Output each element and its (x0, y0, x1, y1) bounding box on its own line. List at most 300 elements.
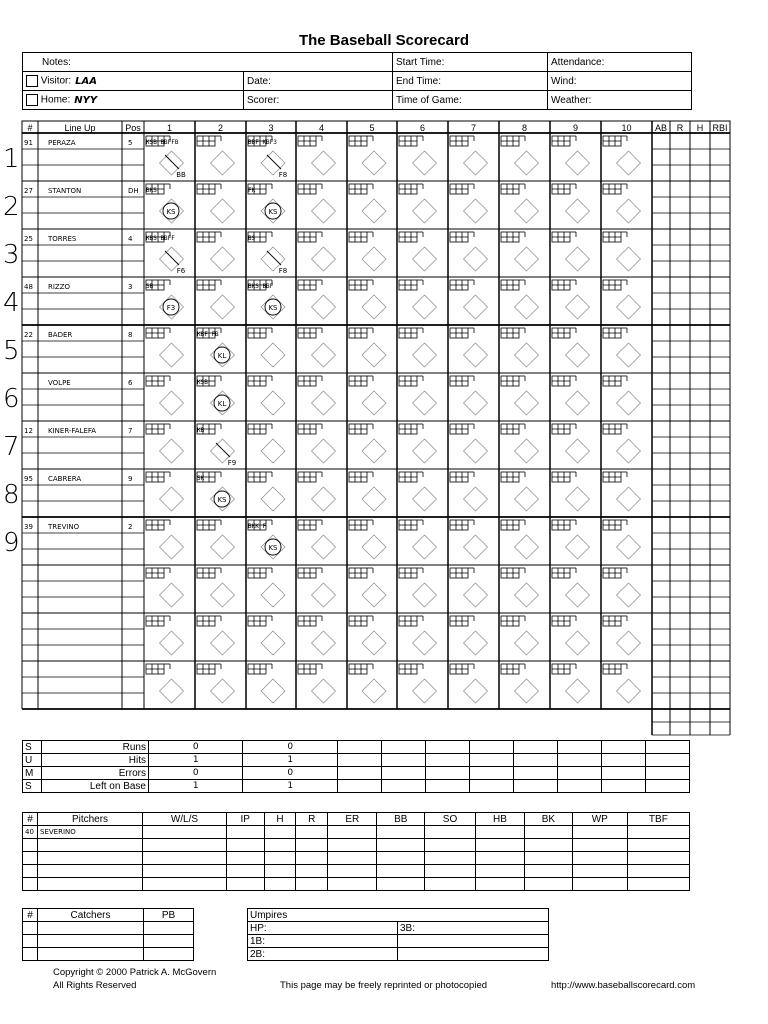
at-bat-cell[interactable] (450, 232, 488, 271)
summary-cell[interactable] (425, 754, 469, 767)
weather-field[interactable]: Weather: (548, 91, 692, 110)
column-header: 10 (621, 123, 632, 133)
at-bat-cell[interactable] (450, 328, 488, 367)
at-bat-cell[interactable] (298, 328, 336, 367)
at-bat-cell[interactable] (552, 184, 590, 223)
pitchers-table (22, 812, 690, 891)
at-bat-cell[interactable] (298, 520, 336, 559)
catchers-cell[interactable] (144, 948, 194, 961)
at-bat-cell[interactable] (349, 568, 386, 607)
pitchers-cell[interactable] (226, 852, 264, 865)
pitchers-cell[interactable] (525, 852, 573, 865)
summary-cell[interactable] (425, 767, 469, 780)
catchers-cell[interactable] (38, 935, 144, 948)
pitchers-cell[interactable] (264, 865, 296, 878)
website-link[interactable]: http://www.baseballscorecard.com (551, 980, 696, 991)
at-bat-cell[interactable] (349, 280, 386, 319)
at-bat-cell[interactable] (349, 376, 386, 415)
pitchers-cell[interactable] (23, 878, 38, 891)
batting-order-number: 7 (3, 432, 20, 462)
at-bat-cell[interactable] (603, 376, 641, 415)
column-header: RBI (712, 123, 728, 133)
summary-cell[interactable]: 0 (149, 767, 243, 780)
at-bat-cell[interactable] (450, 520, 488, 559)
pitchers-header: HB (475, 813, 524, 826)
pitchers-cell[interactable] (226, 865, 264, 878)
at-bat-cell[interactable] (197, 280, 235, 319)
pitchers-cell[interactable] (475, 878, 524, 891)
at-bat-cell[interactable] (552, 328, 590, 367)
summary-cell[interactable]: 0 (149, 741, 243, 754)
pitchers-header: ER (328, 813, 377, 826)
pitchers-cell[interactable] (627, 852, 689, 865)
at-bat-cell[interactable] (603, 280, 641, 319)
at-bat-cell[interactable] (197, 616, 235, 655)
summary-cell[interactable] (601, 767, 645, 780)
play-result: F3 (166, 304, 176, 312)
pitchers-cell[interactable] (377, 852, 425, 865)
catchers-cell[interactable] (144, 935, 194, 948)
pitchers-cell[interactable] (328, 878, 377, 891)
at-bat-cell[interactable] (603, 184, 641, 223)
base-diamond (261, 343, 285, 367)
batting-order-number: 2 (3, 192, 20, 222)
at-bat-cell[interactable] (552, 472, 590, 511)
at-bat-cell[interactable] (552, 568, 590, 607)
pitchers-cell[interactable] (38, 865, 143, 878)
pitchers-cell[interactable]: 40 (23, 826, 38, 839)
at-bat-cell[interactable] (349, 424, 386, 463)
pitchers-cell[interactable] (296, 852, 328, 865)
at-bat-cell[interactable] (349, 184, 386, 223)
at-bat-cell[interactable] (349, 232, 386, 271)
at-bat-cell[interactable] (399, 232, 437, 271)
base-diamond (312, 199, 336, 223)
umpires-title: Umpires (248, 909, 549, 922)
summary-cell[interactable] (645, 780, 689, 793)
batter-name: STANTON (48, 187, 82, 195)
batter-number: 39 (24, 523, 33, 531)
summary-cell[interactable]: 0 (243, 767, 337, 780)
at-bat-cell[interactable] (552, 280, 590, 319)
at-bat-cell[interactable] (349, 136, 386, 175)
at-bat-cell[interactable] (197, 664, 235, 703)
summary-cell[interactable]: 1 (149, 780, 243, 793)
scorer-field[interactable]: Scorer: (244, 91, 393, 110)
at-bat-cell[interactable] (450, 472, 488, 511)
at-bat-cell[interactable] (298, 664, 336, 703)
play-result: KS (268, 544, 278, 552)
base-diamond (617, 391, 641, 415)
summary-cell[interactable]: 0 (243, 741, 337, 754)
summary-cell[interactable] (337, 741, 381, 754)
base-diamond (515, 199, 539, 223)
at-bat-cell[interactable] (450, 280, 488, 319)
batter-position: 5 (128, 139, 133, 147)
pitchers-cell[interactable] (475, 826, 524, 839)
base-diamond (362, 295, 386, 319)
at-bat-cell[interactable] (146, 520, 184, 559)
pitchers-cell[interactable] (328, 826, 377, 839)
pitchers-cell[interactable] (572, 878, 627, 891)
umpire-hp[interactable]: HP: (248, 922, 398, 935)
at-bat-cell[interactable] (501, 520, 539, 559)
at-bat-cell[interactable] (603, 568, 641, 607)
pitchers-cell[interactable] (296, 865, 328, 878)
pitchers-cell[interactable] (627, 839, 689, 852)
date-field[interactable]: Date: (244, 72, 393, 91)
at-bat-cell[interactable] (450, 184, 488, 223)
at-bat-cell[interactable] (197, 232, 235, 271)
batter-position: 9 (128, 475, 133, 483)
home-field[interactable]: Home: NYY (23, 91, 244, 110)
at-bat-cell[interactable] (501, 424, 539, 463)
at-bat-cell[interactable] (603, 232, 641, 271)
column-header: 3 (268, 123, 274, 133)
column-header: H (696, 123, 704, 133)
at-bat-cell[interactable] (450, 616, 488, 655)
at-bat-cell[interactable] (501, 568, 539, 607)
wind-field[interactable]: Wind: (548, 72, 692, 91)
base-diamond (617, 295, 641, 319)
notes-field[interactable]: Notes: (23, 53, 393, 72)
at-bat-cell[interactable] (248, 472, 285, 511)
pitchers-cell[interactable] (627, 878, 689, 891)
summary-cell[interactable] (513, 754, 557, 767)
pitchers-cell[interactable] (425, 852, 476, 865)
pitchers-cell[interactable] (475, 839, 524, 852)
pitchers-cell[interactable] (525, 878, 573, 891)
at-bat-cell[interactable] (603, 520, 641, 559)
summary-cell[interactable] (513, 767, 557, 780)
summary-label: Left on Base (42, 780, 149, 793)
base-diamond (413, 295, 437, 319)
at-bat-cell[interactable] (501, 376, 539, 415)
at-bat-cell[interactable] (399, 568, 437, 607)
batter-position: 7 (128, 427, 133, 435)
summary-cell[interactable] (601, 780, 645, 793)
summary-cell[interactable] (513, 741, 557, 754)
at-bat-cell[interactable] (298, 280, 336, 319)
at-bat-cell[interactable] (399, 664, 437, 703)
pitchers-cell[interactable] (525, 826, 573, 839)
at-bat-cell[interactable] (298, 232, 336, 271)
pitchers-cell[interactable] (38, 839, 143, 852)
at-bat-cell[interactable] (298, 616, 336, 655)
catchers-header: Catchers (38, 909, 144, 922)
summary-cell[interactable] (337, 780, 381, 793)
at-bat-cell[interactable] (146, 376, 184, 415)
summary-table (22, 740, 690, 793)
at-bat-cell[interactable] (248, 376, 285, 415)
base-diamond (312, 343, 336, 367)
at-bat-cell[interactable] (603, 664, 641, 703)
column-header: AB (654, 123, 668, 133)
at-bat-cell[interactable] (501, 616, 539, 655)
summary-cell[interactable] (469, 767, 513, 780)
pitchers-cell[interactable] (425, 839, 476, 852)
at-bat-cell[interactable] (248, 616, 285, 655)
at-bat-cell[interactable] (197, 136, 235, 175)
summary-cell[interactable] (557, 754, 601, 767)
column-header: 7 (470, 123, 477, 133)
at-bat-cell[interactable] (501, 472, 539, 511)
at-bat-cell[interactable] (603, 136, 641, 175)
pitchers-cell[interactable] (425, 826, 476, 839)
summary-cell[interactable] (381, 767, 425, 780)
at-bat-cell[interactable] (399, 472, 437, 511)
summary-cell[interactable] (425, 780, 469, 793)
pitchers-cell[interactable] (296, 878, 328, 891)
base-diamond (566, 679, 590, 703)
at-bat-cell[interactable] (248, 424, 285, 463)
base-diamond (464, 295, 488, 319)
base-diamond (566, 199, 590, 223)
at-bat-cell[interactable] (501, 136, 539, 175)
pitchers-cell[interactable] (377, 826, 425, 839)
at-bat-cell[interactable] (399, 136, 437, 175)
umpires-table (247, 908, 549, 961)
base-diamond (160, 487, 184, 511)
at-bat-cell[interactable] (450, 568, 488, 607)
summary-cell[interactable] (645, 754, 689, 767)
at-bat-cell[interactable] (450, 664, 488, 703)
pitchers-cell[interactable] (143, 865, 227, 878)
pitchers-cell[interactable] (377, 878, 425, 891)
pitchers-cell[interactable] (226, 878, 264, 891)
base-diamond (617, 631, 641, 655)
summary-cell[interactable] (601, 741, 645, 754)
at-bat-cell[interactable] (399, 328, 437, 367)
summary-cell[interactable] (469, 754, 513, 767)
at-bat-cell[interactable] (552, 136, 590, 175)
end-time-field[interactable]: End Time: (393, 72, 548, 91)
summary-cell[interactable] (425, 741, 469, 754)
batting-order-number: 4 (3, 288, 20, 318)
at-bat-cell[interactable] (450, 136, 488, 175)
pitchers-cell[interactable] (475, 865, 524, 878)
at-bat-cell[interactable] (298, 136, 336, 175)
pitchers-cell[interactable] (38, 878, 143, 891)
summary-cell[interactable] (381, 780, 425, 793)
umpire-1b[interactable]: 1B: (248, 935, 398, 948)
pitchers-cell[interactable] (264, 878, 296, 891)
at-bat-cell[interactable] (603, 616, 641, 655)
at-bat-cell[interactable] (501, 664, 539, 703)
pitchers-cell[interactable] (143, 852, 227, 865)
at-bat-cell[interactable] (146, 472, 184, 511)
at-bat-cell[interactable] (552, 232, 590, 271)
base-diamond (413, 583, 437, 607)
summary-cell[interactable] (557, 767, 601, 780)
base-diamond (312, 679, 336, 703)
pitchers-cell[interactable] (572, 839, 627, 852)
pitchers-cell[interactable] (328, 839, 377, 852)
at-bat-cell[interactable] (501, 184, 539, 223)
base-diamond (312, 247, 336, 271)
base-diamond (362, 343, 386, 367)
at-bat-cell[interactable] (552, 424, 590, 463)
catchers-table (22, 908, 194, 961)
batting-order-number: 3 (3, 240, 20, 270)
at-bat-cell[interactable] (146, 616, 184, 655)
at-bat-cell[interactable] (248, 664, 285, 703)
at-bat-cell[interactable] (603, 424, 641, 463)
pitchers-cell[interactable] (226, 826, 264, 839)
at-bat-cell[interactable] (450, 424, 488, 463)
base-diamond (211, 535, 235, 559)
summary-side-letter: S (23, 780, 42, 793)
pitchers-cell[interactable] (525, 839, 573, 852)
base-diamond (413, 343, 437, 367)
attendance-field[interactable]: Attendance: (548, 53, 692, 72)
at-bat-cell[interactable] (603, 328, 641, 367)
at-bat-cell[interactable] (399, 280, 437, 319)
column-header: 5 (369, 123, 375, 133)
catchers-cell[interactable] (23, 935, 38, 948)
at-bat-cell[interactable] (552, 664, 590, 703)
at-bat-cell[interactable] (298, 184, 336, 223)
batting-order-number: 9 (3, 528, 20, 558)
pitchers-cell[interactable] (627, 865, 689, 878)
pitchers-cell[interactable] (425, 878, 476, 891)
at-bat-cell[interactable] (349, 328, 386, 367)
pitchers-cell[interactable] (627, 826, 689, 839)
base-diamond (617, 487, 641, 511)
at-bat-cell[interactable] (298, 568, 336, 607)
at-bat-cell[interactable] (450, 376, 488, 415)
pitchers-cell[interactable] (23, 839, 38, 852)
at-bat-cell[interactable] (501, 328, 539, 367)
base-diamond (617, 535, 641, 559)
at-bat-cell[interactable] (603, 472, 641, 511)
at-bat-cell[interactable] (349, 472, 386, 511)
base-diamond (211, 631, 235, 655)
pitchers-cell[interactable] (264, 839, 296, 852)
at-bat-cell[interactable] (349, 520, 386, 559)
summary-cell[interactable] (337, 767, 381, 780)
at-bat-cell[interactable] (248, 328, 285, 367)
summary-cell[interactable] (337, 754, 381, 767)
base-diamond (312, 583, 336, 607)
at-bat-cell[interactable] (146, 664, 184, 703)
pitch-sequence: KSB (197, 379, 208, 386)
pitchers-cell[interactable] (38, 852, 143, 865)
at-bat-cell[interactable] (399, 184, 437, 223)
pitch-sequence: FK (248, 187, 256, 194)
at-bat-cell[interactable] (197, 184, 235, 223)
summary-cell[interactable] (381, 754, 425, 767)
at-bat-cell[interactable] (248, 568, 285, 607)
summary-cell[interactable]: 1 (243, 754, 337, 767)
summary-cell[interactable] (645, 767, 689, 780)
umpire-3b[interactable]: 3B: (398, 922, 549, 935)
summary-cell[interactable] (645, 741, 689, 754)
batter-name: PERAZA (48, 139, 76, 147)
at-bat-cell[interactable] (399, 376, 437, 415)
at-bat-cell[interactable] (399, 424, 437, 463)
pitchers-cell[interactable] (23, 865, 38, 878)
pitchers-cell[interactable] (328, 852, 377, 865)
at-bat-cell[interactable] (298, 376, 336, 415)
at-bat-cell[interactable] (146, 424, 184, 463)
at-bat-cell[interactable] (552, 616, 590, 655)
at-bat-cell[interactable] (501, 232, 539, 271)
pitchers-cell[interactable] (296, 839, 328, 852)
at-bat-cell[interactable] (552, 520, 590, 559)
base-diamond (312, 391, 336, 415)
catchers-cell[interactable] (23, 948, 38, 961)
start-time-field[interactable]: Start Time: (393, 53, 548, 72)
catchers-cell[interactable] (144, 922, 194, 935)
pitchers-cell[interactable] (328, 865, 377, 878)
base-diamond (362, 631, 386, 655)
pitchers-cell[interactable] (143, 839, 227, 852)
pitchers-cell[interactable] (377, 865, 425, 878)
catchers-cell[interactable] (38, 948, 144, 961)
pitchers-cell[interactable] (23, 852, 38, 865)
base-diamond (211, 151, 235, 175)
pitchers-cell[interactable] (475, 852, 524, 865)
at-bat-cell[interactable] (146, 328, 184, 367)
play-result: F6 (176, 267, 186, 275)
at-bat-cell[interactable] (197, 568, 235, 607)
pitchers-cell[interactable] (377, 839, 425, 852)
pitchers-cell[interactable] (425, 865, 476, 878)
pitchers-cell[interactable] (143, 878, 227, 891)
pitchers-cell[interactable] (572, 826, 627, 839)
at-bat-cell[interactable] (552, 376, 590, 415)
umpire-2b[interactable]: 2B: (248, 948, 398, 961)
base-diamond (617, 343, 641, 367)
catchers-cell[interactable] (38, 922, 144, 935)
pitchers-cell[interactable] (525, 865, 573, 878)
at-bat-cell[interactable] (298, 472, 336, 511)
catchers-cell[interactable] (23, 922, 38, 935)
pitchers-cell[interactable] (143, 826, 227, 839)
summary-cell[interactable] (469, 780, 513, 793)
summary-cell[interactable]: 1 (243, 780, 337, 793)
pitchers-cell[interactable] (264, 826, 296, 839)
at-bat-cell[interactable] (399, 616, 437, 655)
visitor-field[interactable]: Visitor: LAA (23, 72, 244, 91)
at-bat-cell[interactable] (501, 280, 539, 319)
batter-position: 3 (128, 283, 133, 291)
at-bat-cell[interactable] (298, 424, 336, 463)
pitchers-cell[interactable]: SEVERINO (38, 826, 143, 839)
pitchers-cell[interactable] (296, 826, 328, 839)
at-bat-cell[interactable] (349, 616, 386, 655)
summary-cell[interactable]: 1 (149, 754, 243, 767)
pitchers-cell[interactable] (264, 852, 296, 865)
at-bat-cell[interactable] (399, 520, 437, 559)
pitchers-cell[interactable] (226, 839, 264, 852)
time-of-game-field[interactable]: Time of Game: (393, 91, 548, 110)
summary-cell[interactable] (601, 754, 645, 767)
at-bat-cell[interactable] (349, 664, 386, 703)
pitchers-cell[interactable] (572, 865, 627, 878)
summary-cell[interactable] (469, 741, 513, 754)
summary-cell[interactable] (557, 780, 601, 793)
summary-cell[interactable] (513, 780, 557, 793)
at-bat-cell[interactable] (197, 520, 235, 559)
summary-cell[interactable] (557, 741, 601, 754)
play-result: KL (217, 352, 227, 360)
base-diamond (515, 487, 539, 511)
summary-cell[interactable] (381, 741, 425, 754)
at-bat-cell[interactable] (146, 568, 184, 607)
pitchers-cell[interactable] (572, 852, 627, 865)
